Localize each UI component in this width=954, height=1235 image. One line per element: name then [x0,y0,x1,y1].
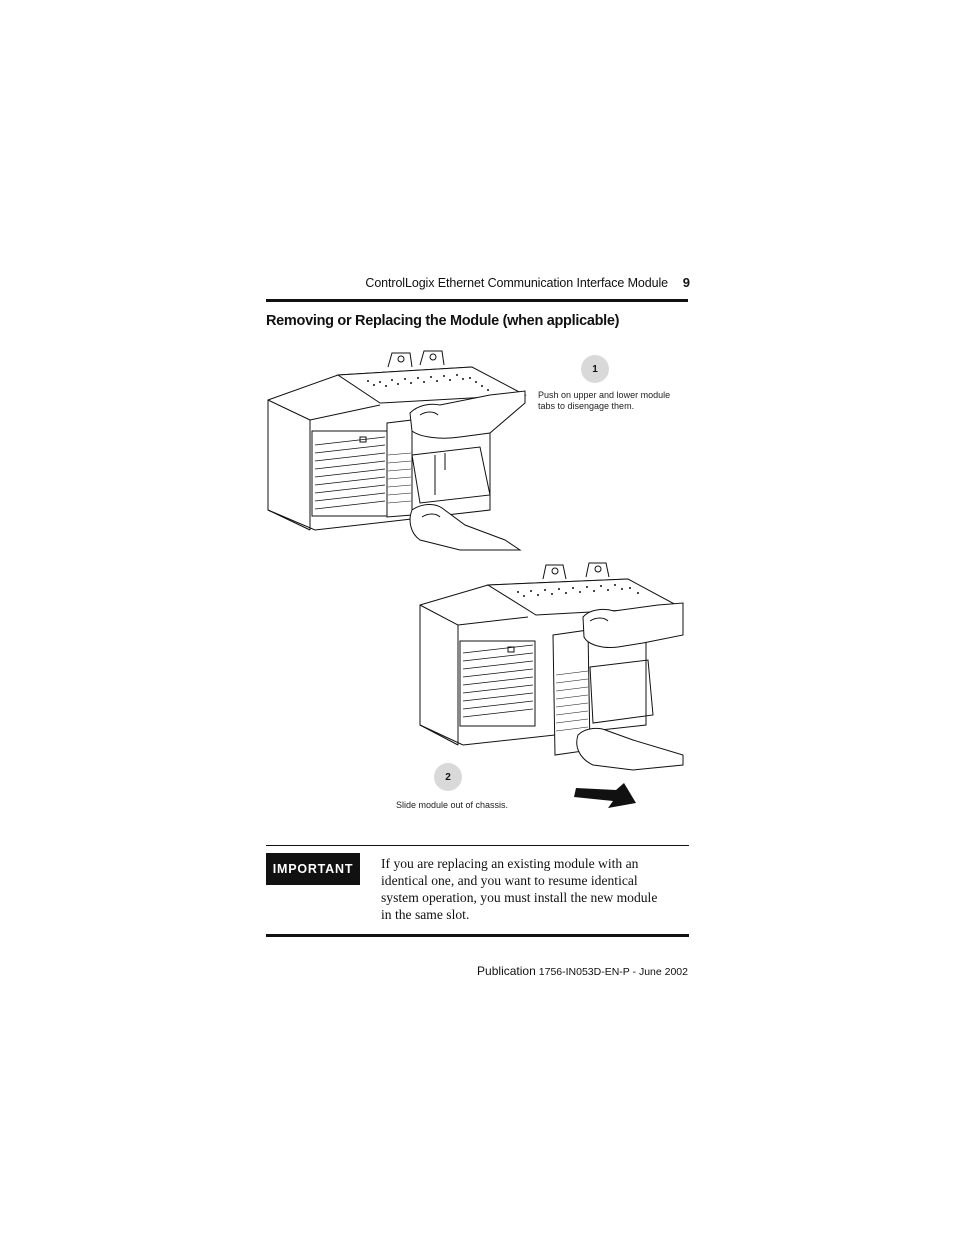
footer-label: Publication [477,964,536,978]
important-label: IMPORTANT [266,853,360,885]
publication-number: 1756-IN053D-EN-P - June 2002 [538,966,688,978]
important-text-line4: in the same slot. [381,907,470,922]
important-bottom-rule [266,934,689,937]
step2-callout: 2 [434,763,462,791]
page-number: 9 [682,275,690,290]
important-text [381,855,691,923]
important-text-line2: identical one, and you want to resume identical [381,873,638,888]
step2-caption: Slide module out of chassis. [396,800,509,810]
important-text-line3: system operation, you must install the new module [381,890,658,905]
important-text-line1: If you are replacing an existing module with an [381,856,639,871]
section-heading: Removing or Replacing the Module (when applicable) [266,313,620,329]
step1-caption [538,390,688,412]
header-rule [266,299,688,302]
step1-caption-line2: tabs to disengage them. [538,401,635,411]
step1-callout: 1 [581,355,609,383]
important-top-rule [266,845,689,846]
step1-drawing [268,351,525,550]
module-removal-illustration [260,345,700,825]
footer [430,962,688,980]
running-header-title: ControlLogix Ethernet Communication Interface Module [365,276,668,290]
step1-caption-line1: Push on upper and lower module [538,390,671,400]
